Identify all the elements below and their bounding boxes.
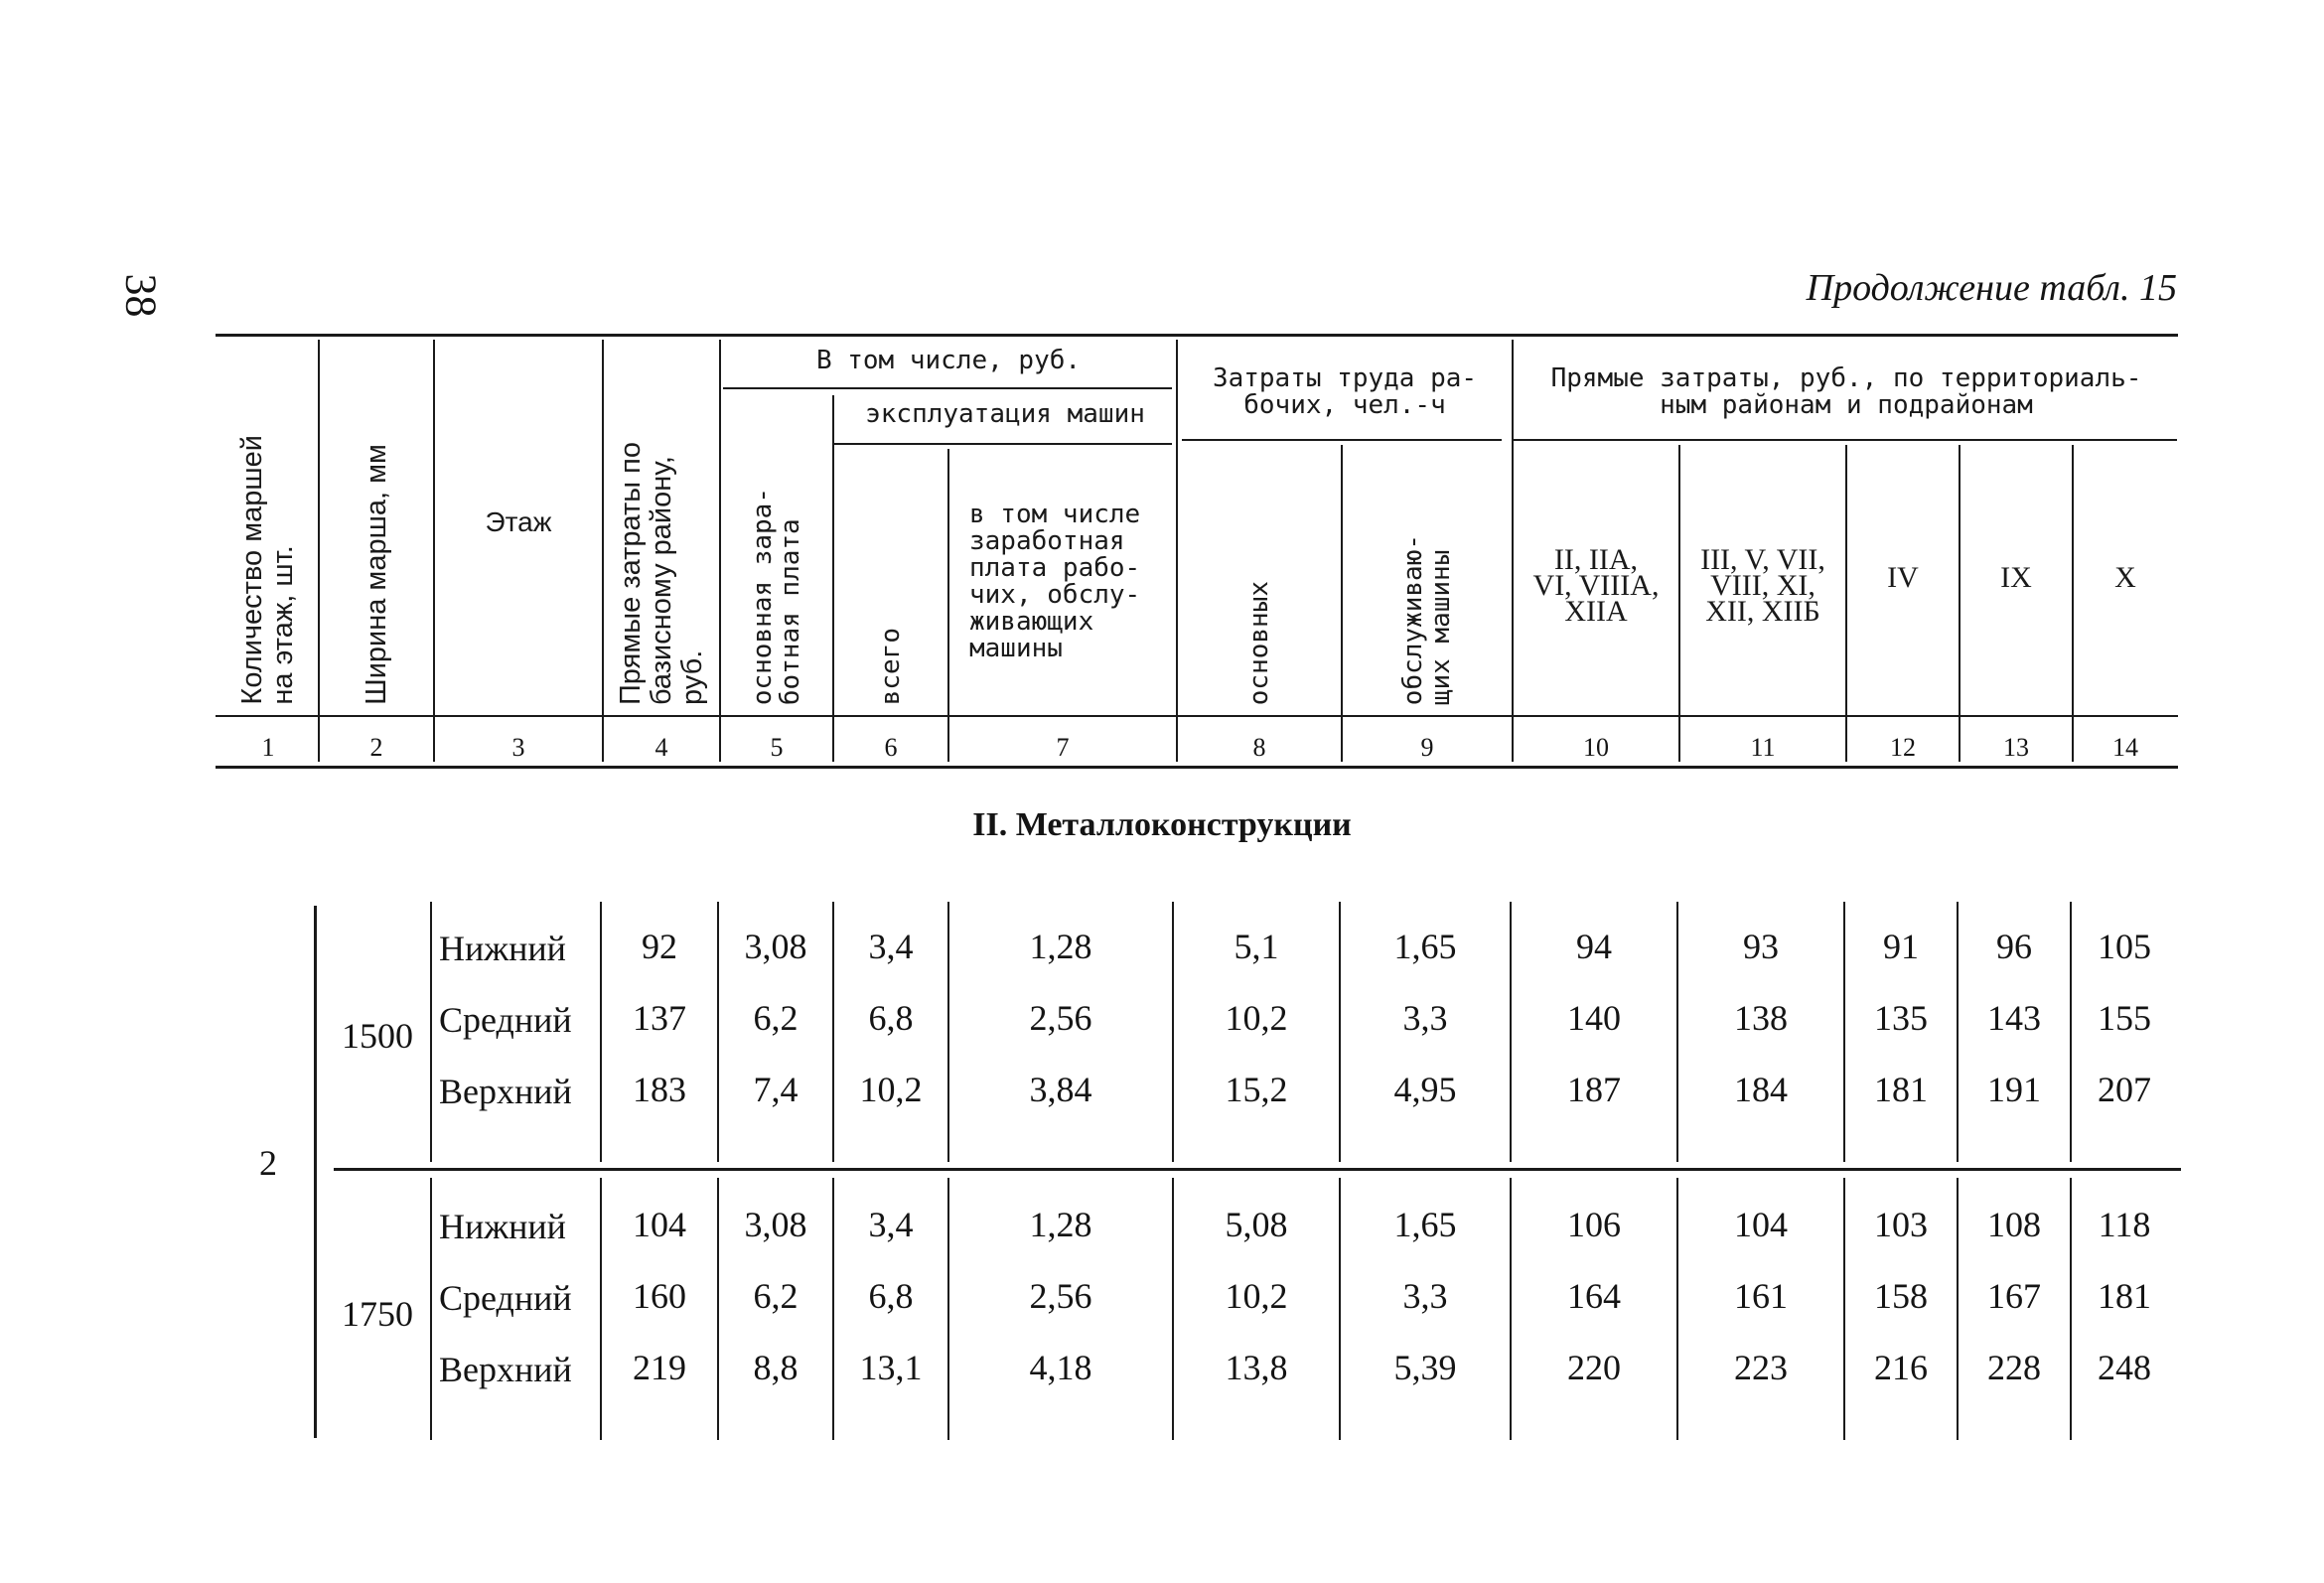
cell-labor-main: 13,8: [1225, 1348, 1288, 1387]
header-group-machines: эксплуатация машин: [865, 399, 1145, 429]
column-number: 1: [261, 733, 275, 762]
cell-region-10: 187: [1567, 1070, 1621, 1109]
header-group-including: В том числе, руб.: [815, 346, 1082, 375]
cell-region-10: 94: [1576, 927, 1612, 966]
cell-region-14: 155: [2098, 998, 2151, 1038]
cell-region-12: 103: [1874, 1205, 1928, 1244]
cell-base-salary: 8,8: [753, 1348, 799, 1387]
column-number: 5: [770, 733, 784, 762]
cell-region-10: 106: [1567, 1205, 1621, 1244]
cell-base-salary: 7,4: [753, 1070, 799, 1109]
floor-label: Верхний: [439, 1350, 572, 1389]
header-region-10: II, IIA, VI, VIIIA, XIIA: [1532, 543, 1660, 628]
cell-operators-salary: 1,28: [1029, 927, 1092, 966]
cell-region-10: 220: [1567, 1348, 1621, 1387]
column-number: 9: [1420, 733, 1434, 762]
marches-count-value: 2: [259, 1143, 277, 1183]
cell-region-13: 96: [1996, 927, 2032, 966]
cell-labor-operators: 3,3: [1402, 1276, 1448, 1316]
cell-machines-total: 3,4: [868, 927, 914, 966]
header-marches-count: Количество маршей на этаж, шт.: [236, 435, 299, 705]
cell-machines-total: 10,2: [859, 1070, 923, 1109]
cell-region-11: 161: [1734, 1276, 1788, 1316]
cell-base-cost: 219: [633, 1348, 686, 1387]
header-floor: Этаж: [485, 506, 552, 537]
floor-label: Нижний: [439, 929, 566, 968]
section-title: II. Металлоконструкции: [972, 806, 1352, 843]
cell-base-cost: 104: [633, 1205, 686, 1244]
cell-region-14: 105: [2098, 927, 2151, 966]
cell-machines-total: 6,8: [868, 998, 914, 1038]
cell-region-12: 158: [1874, 1276, 1928, 1316]
cell-region-12: 216: [1874, 1348, 1928, 1387]
column-number: 10: [1583, 733, 1609, 762]
cell-base-cost: 92: [642, 927, 677, 966]
cell-operators-salary: 4,18: [1029, 1348, 1092, 1387]
header-region-14: X: [2114, 561, 2136, 594]
cell-labor-main: 5,08: [1225, 1205, 1288, 1244]
cell-region-13: 228: [1987, 1348, 2041, 1387]
cell-region-11: 104: [1734, 1205, 1788, 1244]
cell-operators-salary: 3,84: [1029, 1070, 1092, 1109]
floor-label: Нижний: [439, 1207, 566, 1246]
cell-region-12: 181: [1874, 1070, 1928, 1109]
page-number: 38: [116, 273, 166, 318]
header-group-regions: Прямые затраты, руб., по территориаль- ным районам и подрайонам: [1550, 363, 2142, 420]
cell-region-13: 167: [1987, 1276, 2041, 1316]
column-number: 12: [1890, 733, 1916, 762]
cell-machines-total: 6,8: [868, 1276, 914, 1316]
cell-base-salary: 3,08: [744, 927, 807, 966]
cell-labor-operators: 1,65: [1393, 927, 1457, 966]
column-number: 11: [1750, 733, 1776, 762]
cell-region-10: 140: [1567, 998, 1621, 1038]
cell-base-salary: 3,08: [744, 1205, 807, 1244]
cell-region-14: 181: [2098, 1276, 2151, 1316]
floor-label: Средний: [439, 1000, 572, 1040]
cell-region-12: 91: [1883, 927, 1919, 966]
cell-base-cost: 183: [633, 1070, 686, 1109]
cell-machines-total: 3,4: [868, 1205, 914, 1244]
cell-operators-salary: 1,28: [1029, 1205, 1092, 1244]
cell-region-12: 135: [1874, 998, 1928, 1038]
cell-region-11: 223: [1734, 1348, 1788, 1387]
cell-labor-main: 5,1: [1234, 927, 1279, 966]
column-number: 8: [1252, 733, 1266, 762]
cell-operators-salary: 2,56: [1029, 1276, 1092, 1316]
header-region-11: III, V, VII, VIII, XI, XII, XIIБ: [1700, 543, 1825, 628]
cell-labor-main: 15,2: [1225, 1070, 1288, 1109]
march-width-value: 1500: [342, 1016, 413, 1056]
cell-labor-operators: 5,39: [1393, 1348, 1457, 1387]
header-region-12: IV: [1887, 561, 1919, 594]
cell-region-14: 118: [2098, 1205, 2151, 1244]
cell-region-14: 207: [2098, 1070, 2151, 1109]
cell-region-11: 184: [1734, 1070, 1788, 1109]
cell-labor-operators: 1,65: [1393, 1205, 1457, 1244]
continuation-title: Продолжение табл. 15: [1806, 267, 2177, 309]
cell-base-cost: 137: [633, 998, 686, 1038]
column-number: 4: [654, 733, 668, 762]
cell-region-10: 164: [1567, 1276, 1621, 1316]
cell-base-salary: 6,2: [753, 998, 799, 1038]
cell-region-11: 138: [1734, 998, 1788, 1038]
cell-operators-salary: 2,56: [1029, 998, 1092, 1038]
header-base-salary: основная зара- ботная плата: [748, 487, 805, 705]
cell-region-11: 93: [1743, 927, 1779, 966]
column-number: 14: [2112, 733, 2138, 762]
column-number: 6: [884, 733, 898, 762]
header-labor-machine-operators: обслуживаю- щих машины: [1398, 533, 1456, 705]
cell-region-13: 108: [1987, 1205, 2041, 1244]
cell-machines-total: 13,1: [859, 1348, 923, 1387]
column-number: 7: [1056, 733, 1070, 762]
column-number: 2: [369, 733, 383, 762]
cell-region-14: 248: [2098, 1348, 2151, 1387]
cell-labor-operators: 3,3: [1402, 998, 1448, 1038]
header-machine-operators-salary: в том числе заработная плата рабо- чих, обслу- живающих машины: [969, 500, 1141, 663]
header-labor-main: основных: [1244, 580, 1274, 705]
header-machines-total: всего: [876, 627, 906, 705]
floor-label: Средний: [439, 1278, 572, 1318]
cell-base-cost: 160: [633, 1276, 686, 1316]
cell-base-salary: 6,2: [753, 1276, 799, 1316]
cell-region-13: 143: [1987, 998, 2041, 1038]
floor-label: Верхний: [439, 1072, 572, 1111]
cell-labor-main: 10,2: [1225, 998, 1288, 1038]
march-width-value: 1750: [342, 1294, 413, 1334]
header-group-labor: Затраты труда ра- бочих, чел.-ч: [1212, 363, 1478, 420]
cell-labor-main: 10,2: [1225, 1276, 1288, 1316]
cell-labor-operators: 4,95: [1393, 1070, 1457, 1109]
column-number: 3: [511, 733, 525, 762]
column-number: 13: [2003, 733, 2029, 762]
header-region-13: IX: [2000, 561, 2032, 594]
header-direct-costs-base: Прямые затраты по базисному району, руб.: [614, 441, 708, 705]
header-march-width: Ширина марша, мм: [360, 444, 392, 705]
cell-region-13: 191: [1987, 1070, 2041, 1109]
